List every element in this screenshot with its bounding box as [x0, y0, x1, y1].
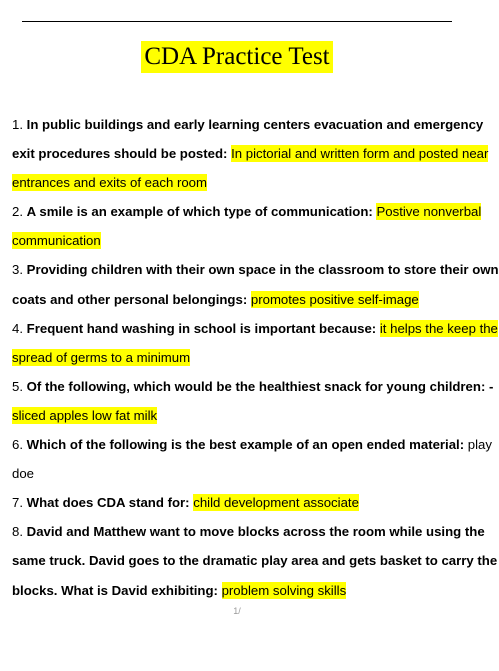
- question-text: Frequent hand washing in school is important because:: [26, 320, 377, 336]
- answer-highlight: problem solving skills: [221, 582, 347, 598]
- question-5-line-1: [12, 372, 492, 401]
- question-1-line-2: [12, 139, 492, 168]
- question-1-line-1: [12, 110, 492, 139]
- question-number: 5.: [12, 378, 23, 394]
- question-4-line-1: [12, 314, 498, 343]
- question-number: 8.: [12, 524, 23, 540]
- question-number: 6.: [12, 437, 23, 453]
- question-text: coats and other personal belongings:: [12, 291, 248, 307]
- top-rule: [22, 21, 452, 22]
- question-6-line-2: [12, 459, 492, 488]
- answer-text: play: [467, 437, 492, 453]
- question-2-line-1: [12, 197, 492, 226]
- question-list: [12, 110, 499, 605]
- answer-highlight: communication: [12, 233, 101, 249]
- answer-highlight: Postive nonverbal: [376, 204, 482, 220]
- question-5-line-2: [12, 401, 492, 430]
- answer-highlight: spread of germs to a minimum: [12, 349, 191, 365]
- question-number: 4.: [12, 320, 23, 336]
- question-text: same truck. David goes to the dramatic play area and gets basket to carry the: [12, 553, 498, 569]
- question-3-line-1: [12, 255, 499, 284]
- document-title: CDA Practice Test: [141, 41, 332, 73]
- answer-highlight: entrances and exits of each room: [12, 175, 207, 191]
- question-text: David and Matthew want to move blocks across the room while using the: [26, 524, 485, 540]
- answer-highlight: In pictorial and written form and posted near: [231, 146, 489, 162]
- answer-highlight: it helps the keep the: [379, 320, 498, 336]
- question-4-line-2: [12, 343, 492, 372]
- question-text: In public buildings and early learning centers evacuation and emergency: [26, 117, 484, 132]
- question-8-line-1: [12, 517, 492, 546]
- question-6-line-1: [12, 430, 492, 459]
- question-number: 3.: [12, 262, 23, 278]
- question-text: What does CDA stand for:: [26, 495, 190, 511]
- question-text: Providing children with their own space in the classroom to store their own: [26, 262, 499, 278]
- question-text: exit procedures should be posted:: [12, 146, 228, 162]
- question-text: Of the following, which would be the healthiest snack for young children: -: [26, 378, 494, 394]
- question-text: blocks. What is David exhibiting:: [12, 582, 218, 598]
- question-number: 7.: [12, 495, 23, 511]
- question-1-line-3: [12, 168, 492, 197]
- answer-highlight: sliced apples low fat milk: [12, 407, 158, 423]
- answer-highlight: promotes positive self-image: [250, 291, 419, 307]
- question-8-line-3: [12, 576, 492, 605]
- question-7-line-1: [12, 488, 492, 517]
- answer-highlight: child development associate: [193, 495, 359, 511]
- question-number: 1.: [12, 117, 23, 132]
- question-3-line-2: [12, 285, 492, 314]
- question-8-line-2: [12, 546, 498, 575]
- page-number: 1/: [233, 606, 241, 616]
- answer-text: doe: [12, 466, 35, 482]
- question-number: 2.: [12, 204, 23, 220]
- title-block: [0, 41, 474, 73]
- question-text: A smile is an example of which type of communication:: [26, 204, 373, 220]
- question-2-line-2: [12, 226, 492, 255]
- question-text: Which of the following is the best example of an open ended material:: [26, 437, 465, 453]
